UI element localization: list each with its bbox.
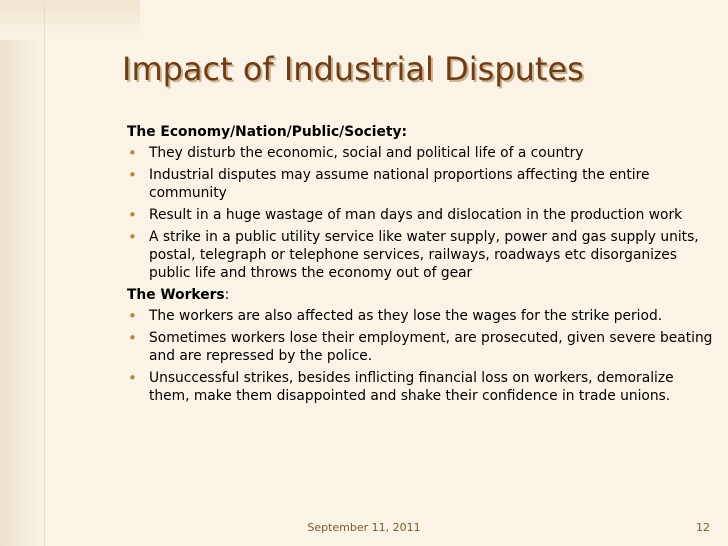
bullet-icon: •	[128, 369, 137, 387]
bullet-text: The workers are also affected as they lose the wages for the strike period.	[149, 308, 663, 324]
bullet-text: Unsuccessful strikes, besides inflicting financial loss on workers, demoralize them, make them disappointed and shake their confidence in trade unions.	[149, 370, 674, 404]
section-economy	[127, 123, 717, 282]
bullet-icon: •	[128, 144, 137, 162]
page-number: 12	[696, 521, 710, 534]
list-item	[127, 228, 717, 282]
decorative-rule-line	[44, 0, 45, 546]
bullet-list-economy	[127, 144, 717, 282]
bullet-icon: •	[128, 206, 137, 224]
section-heading-economy: The Economy/Nation/Public/Society:	[127, 124, 407, 140]
decorative-corner-shade	[0, 0, 140, 40]
section-heading-workers-suffix: :	[224, 287, 230, 303]
decorative-left-band	[0, 0, 44, 546]
list-item	[127, 206, 717, 224]
bullet-text: A strike in a public utility service like water supply, power and gas supply units, postal, telegraph or telephone services, railways, roadways etc disorganizes public life and throws the economy out of gear	[149, 229, 699, 281]
list-item	[127, 144, 717, 162]
footer-date: September 11, 2011	[307, 521, 421, 534]
bullet-text: Industrial disputes may assume national proportions affecting the entire community	[149, 167, 650, 201]
bullet-icon: •	[128, 166, 137, 184]
bullet-list-workers	[127, 307, 717, 405]
slide-title: Impact of Industrial Disputes	[122, 50, 584, 88]
list-item	[127, 369, 717, 405]
list-item	[127, 307, 717, 325]
bullet-icon: •	[128, 329, 137, 347]
section-workers	[127, 286, 717, 405]
bullet-text: Sometimes workers lose their employment, are prosecuted, given severe beating and are repressed by the police.	[149, 330, 713, 364]
slide-content	[127, 123, 717, 405]
section-heading-workers-label: The Workers	[127, 287, 225, 303]
bullet-icon: •	[128, 228, 137, 246]
section-heading-workers	[127, 286, 717, 304]
list-item	[127, 329, 717, 365]
bullet-text: They disturb the economic, social and political life of a country	[149, 145, 584, 161]
list-item	[127, 166, 717, 202]
bullet-text: Result in a huge wastage of man days and dislocation in the production work	[149, 207, 683, 223]
bullet-icon: •	[128, 307, 137, 325]
